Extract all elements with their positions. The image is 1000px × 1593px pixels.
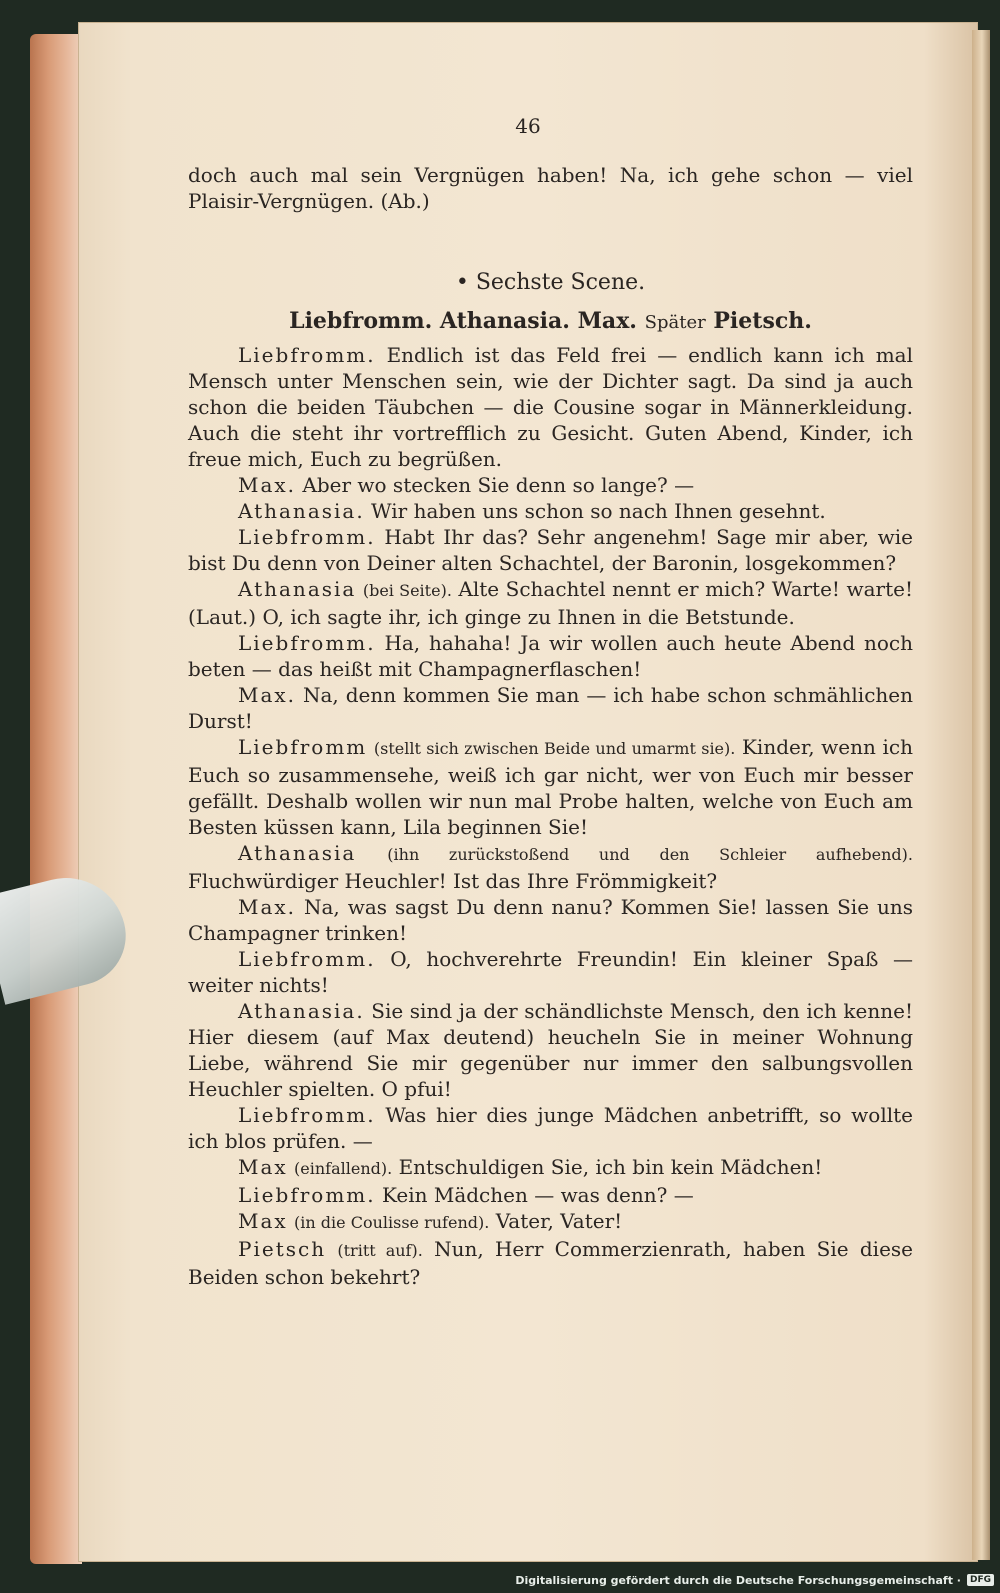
dialogue-line: [188, 998, 913, 1102]
stage-direction: (in die Coulisse rufend).: [294, 1213, 490, 1232]
dialogue-line: [188, 472, 913, 498]
speaker-name: Liebfromm.: [238, 631, 376, 655]
characters-later: Später: [644, 312, 706, 333]
speaker-name: Pietsch: [238, 1237, 327, 1261]
speaker-name: Athanasia.: [238, 999, 365, 1023]
page-edge: [972, 30, 990, 1560]
page-number: 46: [515, 114, 541, 138]
speaker-name: Liebfromm.: [238, 1183, 376, 1207]
dialogue: [188, 342, 913, 1290]
stage-direction: (ihn zurückstoßend und den Schleier aufhebend).: [387, 845, 913, 864]
speaker-name: Max.: [238, 473, 297, 497]
line-text: Entschuldigen Sie, ich bin kein Mädchen!: [398, 1155, 823, 1179]
line-text: Sie sind ja der schändlichste Mensch, den ich kenne! Hier diesem (auf Max deutend) heucheln Sie in meiner Wohnung Liebe, während Sie mir gegenüber nur immer den salbungsvollen Heuchler spielten. O pfui!: [188, 999, 913, 1101]
speaker-name: Max: [238, 1155, 288, 1179]
dialogue-line: [188, 342, 913, 472]
stage-direction: (bei Seite).: [362, 581, 452, 600]
stage-direction: (stellt sich zwischen Beide und umarmt sie).: [373, 739, 736, 758]
dialogue-line: [188, 946, 913, 998]
dialogue-line: [188, 1208, 913, 1236]
footer: [515, 1571, 994, 1589]
speaker-name: Athanasia: [238, 841, 357, 865]
dialogue-line: [188, 682, 913, 734]
footer-text: Digitalisierung gefördert durch die Deutsche Forschungsgemeinschaft ·: [515, 1573, 961, 1587]
line-text: Nun, Herr Commerzienrath, haben Sie diese Beiden schon bekehrt?: [188, 1237, 914, 1289]
speaker-name: Max.: [238, 683, 297, 707]
dialogue-line: [188, 524, 913, 576]
speaker-name: Max: [238, 1209, 288, 1233]
dialogue-line: [188, 498, 913, 524]
stage-direction: (tritt auf).: [337, 1241, 423, 1260]
characters: Liebfromm. Athanasia. Max.: [289, 308, 637, 334]
dialogue-line: [188, 1154, 913, 1182]
line-text: Na, denn kommen Sie man — ich habe schon schmählichen Durst!: [188, 683, 913, 733]
opening-paragraph: doch auch mal sein Vergnügen haben! Na, ich gehe schon — viel Plaisir-Vergnügen. (Ab.): [188, 163, 913, 213]
dialogue-line: [188, 894, 913, 946]
speaker-name: Liebfromm.: [238, 343, 376, 367]
dramatis-personae: [188, 308, 913, 336]
line-text: Kinder, wenn ich Euch so zusammensehe, weiß ich gar nicht, wer von Euch mir besser gefällt. Deshalb wollen wir nun mal Probe halten, welche von Euch am Besten küssen kann, Lila beginnen Sie!: [188, 735, 913, 839]
dialogue-line: [188, 630, 913, 682]
line-text: Endlich ist das Feld frei — endlich kann ich mal Mensch unter Menschen sein, wie der Dichter sagt. Da sind ja auch schon die beiden Täubchen — die Cousine sogar in Männerkleidung. Auch die steht ihr vortrefflich zu Gesicht. Guten Abend, Kinder, ich freue mich, Euch zu begrüßen.: [188, 343, 914, 471]
speaker-name: Liebfromm.: [238, 525, 376, 549]
dialogue-line: [188, 840, 913, 894]
book-spine-edge: [30, 34, 82, 1564]
characters-later-name: Pietsch.: [713, 308, 812, 334]
dfg-logo: DFG: [967, 1574, 994, 1586]
speaker-name: Liebfromm: [238, 735, 368, 759]
speaker-name: Max.: [238, 895, 297, 919]
line-text: Aber wo stecken Sie denn so lange? —: [302, 473, 695, 497]
dialogue-line: [188, 576, 913, 630]
line-text: O, hochverehrte Freundin! Ein kleiner Spaß — weiter nichts!: [188, 947, 914, 997]
line-text: Kein Mädchen — was denn? —: [381, 1183, 694, 1207]
dialogue-line: [188, 1102, 913, 1154]
page-text: [188, 162, 913, 1290]
speaker-name: Liebfromm.: [238, 947, 376, 971]
line-text: Alte Schachtel nennt er mich? Warte! warte! (Laut.) O, ich sagte ihr, ich ginge zu Ihnen in die Betstunde.: [188, 577, 913, 629]
line-text: Na, was sagst Du denn nanu? Kommen Sie! lassen Sie uns Champagner trinken!: [188, 895, 913, 945]
line-text: Wir haben uns schon so nach Ihnen gesehnt.: [371, 499, 826, 523]
dialogue-line: [188, 1182, 913, 1208]
dialogue-line: [188, 1236, 913, 1290]
speaker-name: Athanasia: [238, 577, 357, 601]
line-text: Habt Ihr das? Sehr angenehm! Sage mir aber, wie bist Du denn von Deiner alten Schachtel, der Baronin, losgekommen?: [188, 525, 913, 575]
line-text: Ha, hahaha! Ja wir wollen auch heute Abend noch beten — das heißt mit Champagnerflaschen!: [188, 631, 913, 681]
line-text: Was hier dies junge Mädchen anbetrifft, so wollte ich blos prüfen. —: [188, 1103, 913, 1153]
speaker-name: Liebfromm.: [238, 1103, 376, 1127]
book-page: [78, 22, 978, 1562]
speaker-name: Athanasia.: [238, 499, 365, 523]
dialogue-line: [188, 734, 913, 840]
stage-direction: (einfallend).: [294, 1159, 393, 1178]
line-text: Fluchwürdiger Heuchler! Ist das Ihre Frömmigkeit?: [188, 869, 718, 893]
line-text: Vater, Vater!: [495, 1209, 623, 1233]
scene-title: • Sechste Scene.: [455, 270, 646, 295]
